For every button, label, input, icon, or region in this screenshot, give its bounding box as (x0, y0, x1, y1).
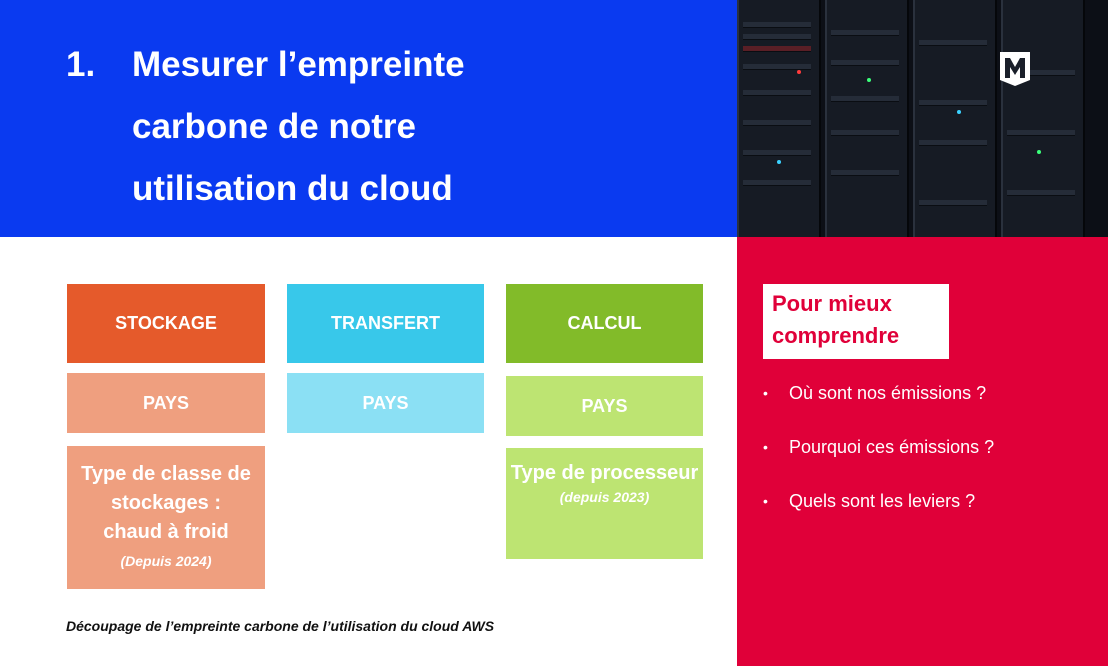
list-item (763, 432, 994, 486)
side-panel-title (772, 288, 899, 352)
list-item (763, 378, 994, 432)
calcul-header-label: CALCUL (567, 313, 642, 333)
bullet-text: Quels sont les leviers ? (789, 491, 976, 511)
bullet-text: Pourquoi ces émissions ? (789, 437, 995, 457)
side-panel-title-line: comprendre (772, 323, 900, 348)
stockage-detail-line: stockages : (110, 491, 222, 514)
calcul-pays-label: PAYS (581, 395, 628, 416)
stockage-detail-note: (Depuis 2024) (120, 552, 212, 569)
transfert-pays-label: PAYS (362, 392, 409, 413)
stockage-header-label: STOCKAGE (115, 313, 217, 333)
title-number: 1. (66, 45, 96, 84)
transfert-pays-box (287, 373, 484, 433)
slide-title (132, 34, 712, 220)
stockage-detail-box (67, 446, 265, 589)
stockage-header-box (67, 284, 265, 363)
bullet-dot: • (763, 385, 768, 401)
bullet-dot: • (763, 439, 768, 455)
list-item (763, 486, 994, 540)
calcul-header-box (506, 284, 703, 363)
side-panel-title-box (763, 284, 949, 359)
side-panel-title-line: Pour mieux (772, 291, 892, 316)
title-line: carbone de notre (132, 107, 416, 146)
side-panel-bullets (763, 378, 994, 540)
transfert-header-label: TRANSFERT (331, 313, 440, 333)
transfert-header-box (287, 284, 484, 363)
figure-caption: Découpage de l’empreinte carbone de l’utilisation du cloud AWS (66, 618, 495, 634)
calcul-detail-box (506, 448, 703, 559)
title-line: utilisation du cloud (132, 169, 453, 208)
stockage-detail-line: chaud à froid (103, 520, 229, 543)
title-line: Mesurer l’empreinte (132, 45, 465, 84)
stockage-pays-label: PAYS (142, 392, 190, 413)
calcul-pays-box (506, 376, 703, 436)
stockage-detail-line: Type de classe de (81, 462, 251, 485)
m-logo-icon (998, 50, 1032, 88)
stockage-pays-box (67, 373, 265, 433)
server-rack-photo (737, 0, 1108, 237)
bullet-text: Où sont nos émissions ? (789, 383, 987, 403)
calcul-detail-line: Type de processeur (510, 462, 699, 484)
calcul-detail-note: (depuis 2023) (559, 489, 650, 505)
bullet-dot: • (763, 493, 768, 509)
